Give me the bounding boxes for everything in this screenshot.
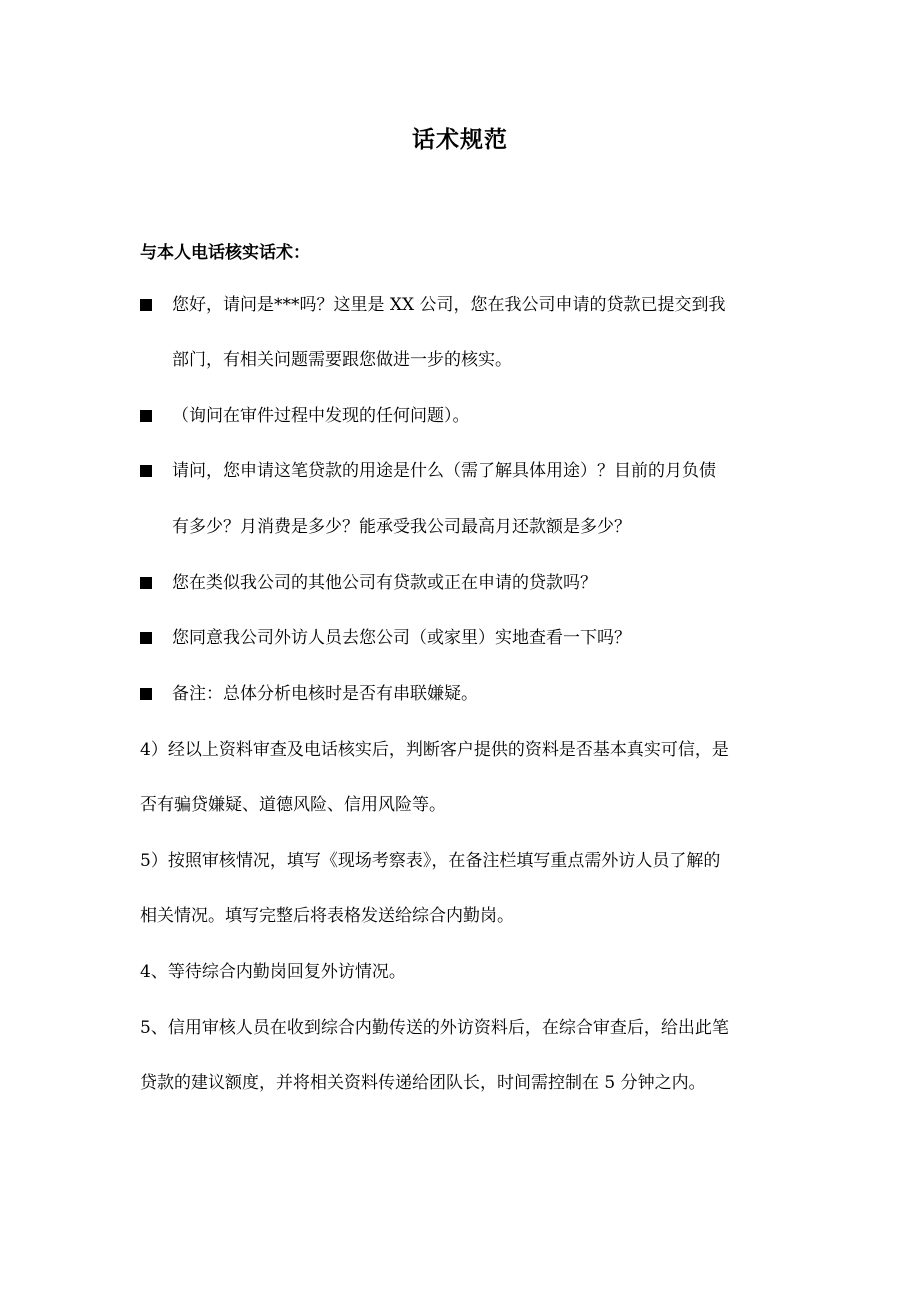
square-bullet-icon	[140, 410, 152, 422]
bullet-line: 您在类似我公司的其他公司有贷款或正在申请的贷款吗？	[172, 573, 597, 593]
square-bullet-icon	[140, 688, 152, 700]
bullet-line: 您好，请问是***吗？这里是 XX 公司，您在我公司申请的贷款已提交到我	[172, 295, 726, 315]
paragraph-line: 5、信用审核人员在收到综合内勤传送的外访资料后，在综合审查后，给出此笔	[140, 1018, 729, 1038]
bullet-line: 请问，您申请这笔贷款的用途是什么（需了解具体用途）？目前的月负债	[172, 461, 716, 481]
section-heading: 与本人电话核实话术：	[140, 243, 310, 263]
paragraph-line: 4、等待综合内勤岗回复外访情况。	[140, 962, 406, 982]
paragraph-line: 相关情况。填写完整后将表格发送给综合内勤岗。	[140, 906, 514, 926]
square-bullet-icon	[140, 465, 152, 477]
paragraph-line: 贷款的建议额度，并将相关资料传递给团队长，时间需控制在 5 分钟之内。	[140, 1073, 706, 1093]
page-title: 话术规范	[412, 126, 508, 153]
square-bullet-icon	[140, 299, 152, 311]
bullet-line: 有多少？月消费是多少？能承受我公司最高月还款额是多少？	[172, 517, 631, 537]
paragraph-line: 否有骗贷嫌疑、道德风险、信用风险等。	[140, 795, 446, 815]
paragraph-line: 5）按照审核情况，填写《现场考察表》，在备注栏填写重点需外访人员了解的	[140, 851, 721, 871]
bullet-line: （询问在审件过程中发现的任何问题）。	[172, 406, 470, 426]
square-bullet-icon	[140, 577, 152, 589]
paragraph-line: 4）经以上资料审查及电话核实后，判断客户提供的资料是否基本真实可信，是	[140, 740, 729, 760]
bullet-line: 您同意我公司外访人员去您公司（或家里）实地查看一下吗？	[172, 628, 631, 648]
square-bullet-icon	[140, 632, 152, 644]
bullet-line: 备注：总体分析电核时是否有串联嫌疑。	[172, 684, 478, 704]
bullet-line: 部门，有相关问题需要跟您做进一步的核实。	[172, 350, 512, 370]
